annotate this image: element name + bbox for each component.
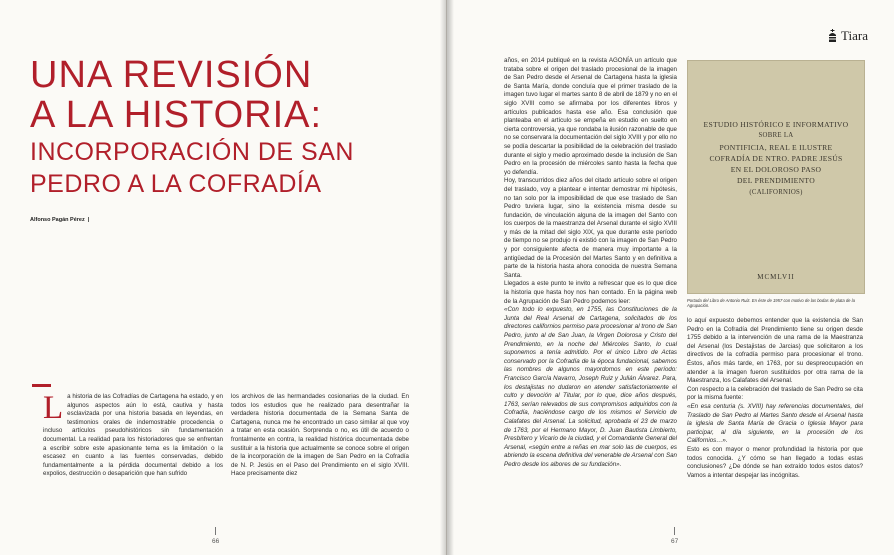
booklet-line-7: (CALIFORNIOS) xyxy=(749,188,803,196)
booklet-line-6: DEL PRENDIMIENTO xyxy=(737,176,815,186)
right-column-2 xyxy=(687,317,863,480)
right-page xyxy=(447,0,894,555)
spread-gutter xyxy=(440,0,454,555)
left-column-2 xyxy=(231,393,409,479)
drop-cap: L xyxy=(43,390,64,426)
booklet-line-2: SOBRE LA xyxy=(758,132,794,140)
red-accent-rule xyxy=(32,384,51,387)
column-2-paragraph: los archivos de las hermandades cosionarias de la ciudad. En todos los estudios que he realizado para desentrañar la verdadera historia documentada de la Semana Santa de Cartagena, nunca me he encontrado un caso similar al que voy a tratar en esta ocasión. Sorprenda o no, es útil de acuerdo o frontalmente en contra, la realidad histórica documentada debe sustituir a la historia que actualmente se conoce sobre el origen de la incorporación de la imagen de San Pedro en la Cofradía de N. P. Jesús en el Paso del Prendimiento en el siglo XVIII. Hace precisamente diez xyxy=(231,393,409,478)
left-page xyxy=(0,0,446,555)
paragraph-5: Con respecto a la celebración del traslado de San Pedro se cita por la misma fuente: xyxy=(687,385,863,402)
author-separator: | xyxy=(87,217,90,223)
quote-1: «Con todo lo expuesto, en 1755, las Constituciones de la Junta del Real Arsenal de Cartagena, solicitados de los directores californios permiso para procesionar al trono de San Pedro, junto al de San Juan, la Virgen Dolorosa y Cristo del Prendimiento, en la noche del Miércoles Santo, lo cual suponemos a tenía admitido. Por el único Libro de Actas conservado por la Cofradía de la época fundacional, sabemos las nombres de algunos mayordomos en este período: Francisco García Navarro, Joseph Ruiz y Julián Álvarez. Para, los destajistas no dudaron en atender satisfactoriamente el culto y devoción al Titular, por lo que, dice años después, 1763, serían relevados de sus compromisos adquiridos con la Cofradía, haciéndose cargo de los mismos el Servicio de Calafates del Arsenal. La solicitud, aprobada el 23 de marzo de 1763, por el Hermano Mayor, D. Juan Bautista Limbierto, Presbítero y Vicario de la ciudad, y el Comandante General del Arsenal, «según entre a reñas en mar solo las de cuerpos, es abriendo la escena definitiva del venerable de Arsenal con San Pedro desde los albores de su fundación». xyxy=(504,306,677,468)
booklet-cover-image xyxy=(687,60,865,294)
right-column-1 xyxy=(504,57,677,470)
author-byline xyxy=(30,217,89,223)
title-line-2: A LA HISTORIA: xyxy=(30,94,323,136)
paragraph-2: Hoy, transcurridos diez años del citado artículo sobre el origen del traslado, voy a plantear e intentar demostrar mi hipótesis, no tan solo por la imposibilidad de que ese traslado de San Pedro tuviera lugar, sino la existencia misma desde su fundación, de vinculación alguna de la imagen del Santo con los cuerpos de la maestranza del Arsenal durante el siglo XVIII y más de la mitad del siglo XIX, ya que durante este período de tiempo no se produjo ni existió con la imagen de San Pedro y por consiguiente afecta de manera muy importante a la antigüedad de la Procesión del Martes Santo y en definitiva a parte de la historia hasta ahora conocida de nuestra Semana Santa. xyxy=(504,177,677,279)
quote-2: «En esa centuria (s. XVIII) hay referencias documentales, del Traslado de San Pedro al Martes Santo desde el Arsenal hasta la iglesia de Santa María de Gracia o Iglesia Mayor para participar, al día siguiente, en la procesión de los Californios…». xyxy=(687,402,863,445)
booklet-line-4: COFRADÍA DE NTRO. PADRE JESÚS xyxy=(709,153,843,163)
page-number-right-text: 67 xyxy=(671,538,679,545)
author-name: Alfonso Pagán Pérez xyxy=(30,217,85,223)
page-number-right xyxy=(671,527,678,545)
page-number-tick xyxy=(215,527,216,535)
title-line-1: UNA REVISIÓN xyxy=(30,54,313,96)
booklet-cover-text xyxy=(698,119,854,198)
tiara-logo xyxy=(827,28,868,44)
paragraph-3: Llegados a este punto te invito a refrescar que es lo que dice la historia que hasta hoy nos han contado. En la página web de la Agrupación de San Pedro podemos leer: xyxy=(504,280,677,305)
subtitle-line-1: INCORPORACIÓN DE SAN xyxy=(30,138,354,166)
booklet-line-1: ESTUDIO HISTÓRICO E INFORMATIVO xyxy=(703,120,849,129)
page-number-left xyxy=(212,527,219,545)
article-title xyxy=(30,55,354,199)
booklet-year: MCMLVII xyxy=(757,273,795,281)
page-number-left-text: 66 xyxy=(212,538,220,545)
intro-paragraph: a historia de las Cofradías de Cartagena ha estado, y en algunos aspectos aún lo está, cautiva y hasta esclavizada por una historia basada en leyendas, en testimonios orales de indemostrable procedencia o incluso artículos pseudohistóricos sin fundamentación documental. La realidad para los historiadores que se enfrentan a escribir sobre este apasionante tema es la limitación o la escasez en cuanto a las fuentes conservadas, debido fundamentalmente a la pérdida documental debido a los expolios, destrucción o desaparición que han sufrido xyxy=(43,393,223,478)
paragraph-4: lo aquí expuesto debemos entender que la existencia de San Pedro en la Cofradía del Prendimiento tiene su origen desde 1755 debido a la intervención de una rama de la Maestranza del Arsenal (los Destajistas de Jarcias) que solicitaron a los directivos de la cofradía permiso para procesionar el trono. Éstos, años más tarde, en 1763, por su despreocupación en atender a la imagen fueron sustituidos por otra rama de la Maestranza, los Calafates del Arsenal. xyxy=(687,317,863,385)
page-number-tick xyxy=(674,527,675,535)
subtitle-line-2: PEDRO A LA COFRADÍA xyxy=(30,170,322,198)
tiara-crown-icon xyxy=(827,29,838,43)
left-column-1 xyxy=(43,390,223,479)
paragraph-1: años, en 2014 publiqué en la revista AGONÍA un artículo que trataba sobre el origen del traslado procesional de la imagen de San Pedro desde el Arsenal de Cartagena hasta la iglesia de Santa María, donde concluía que el primer traslado de la imagen tuvo lugar el martes santo 8 de abril de 1879 y no en el siglo XVIII como se afirmaba por los diferentes libros y artículos publicados hasta ese año. Esa conclusión que planteaba en el artículo se empeña en estudio en suelto en cierta controversia, ya que rondaba la ilusión razonable de que no se conservara la documentación del siglo XVIII y por ello no se podía descartar la posibilidad de la celebración del traslado durante el siglo y medio aproximado desde la inclusión de San Pedro en la procesión de miércoles santo hasta la fecha que yo defendía. xyxy=(504,57,678,176)
image-caption: Portada del Libro de Antonio Ruiz. En éste de 1957 con motivo de las bodas de plata de la Agrupación. xyxy=(687,298,855,309)
paragraph-6: Esto es con mayor o menor profundidad la historia por que todos conocida. ¿Y cómo se han llegado a todas estas conclusiones? ¿De dónde se han extraído todos estos datos? Vamos a intentar despejar las incógnitas. xyxy=(687,445,863,479)
booklet-line-5: EN EL DOLOROSO PASO xyxy=(730,165,822,175)
logo-text: Tiara xyxy=(841,28,868,43)
booklet-line-3: PONTIFICIA, REAL E ILUSTRE xyxy=(719,142,833,152)
